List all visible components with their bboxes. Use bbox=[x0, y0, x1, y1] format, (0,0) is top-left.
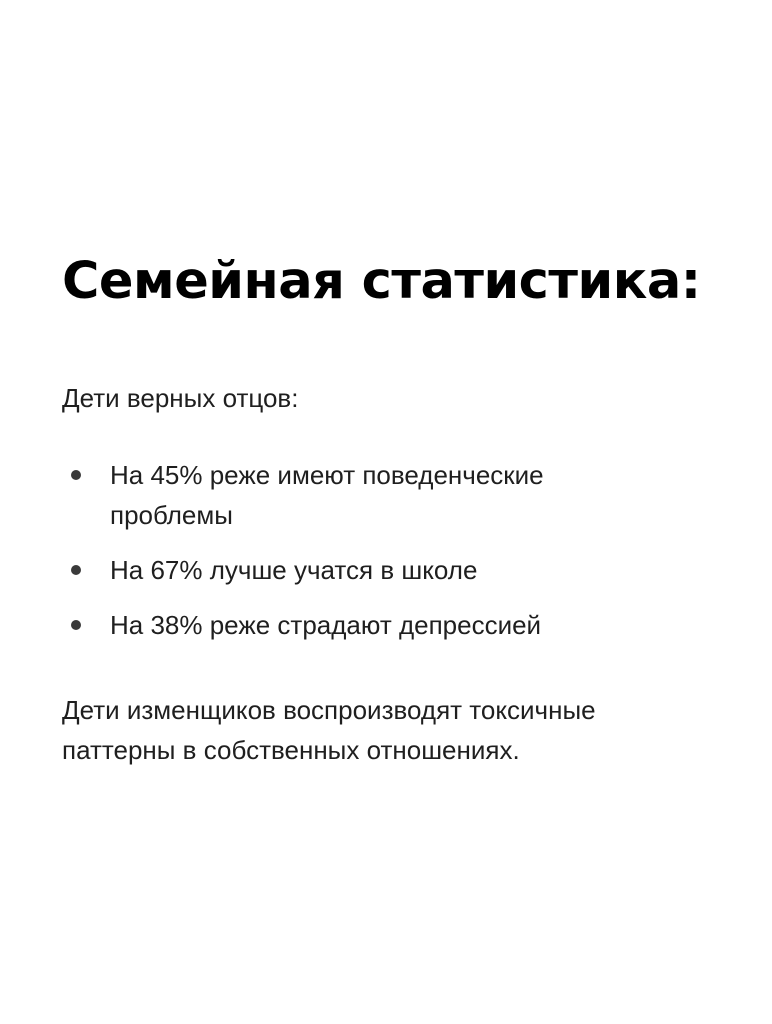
closing-paragraph: Дети изменщиков воспроизводят токсичные паттерны в собственных отношениях. bbox=[62, 695, 596, 765]
bullet-icon bbox=[71, 565, 81, 575]
bullet-icon bbox=[71, 470, 81, 480]
intro-text: Дети верных отцов: bbox=[62, 383, 299, 413]
list-item-text: На 38% реже страдают депрессией bbox=[110, 610, 542, 640]
list-item bbox=[62, 605, 702, 645]
list-item-text: На 45% реже имеют поведенческие проблемы bbox=[110, 460, 544, 530]
list-item bbox=[62, 550, 702, 590]
list-item bbox=[62, 455, 702, 535]
statistics-list bbox=[62, 455, 702, 660]
bullet-icon bbox=[71, 620, 81, 630]
list-item-text: На 67% лучше учатся в школе bbox=[110, 555, 478, 585]
page-title: Семейная статистика: bbox=[62, 252, 701, 311]
